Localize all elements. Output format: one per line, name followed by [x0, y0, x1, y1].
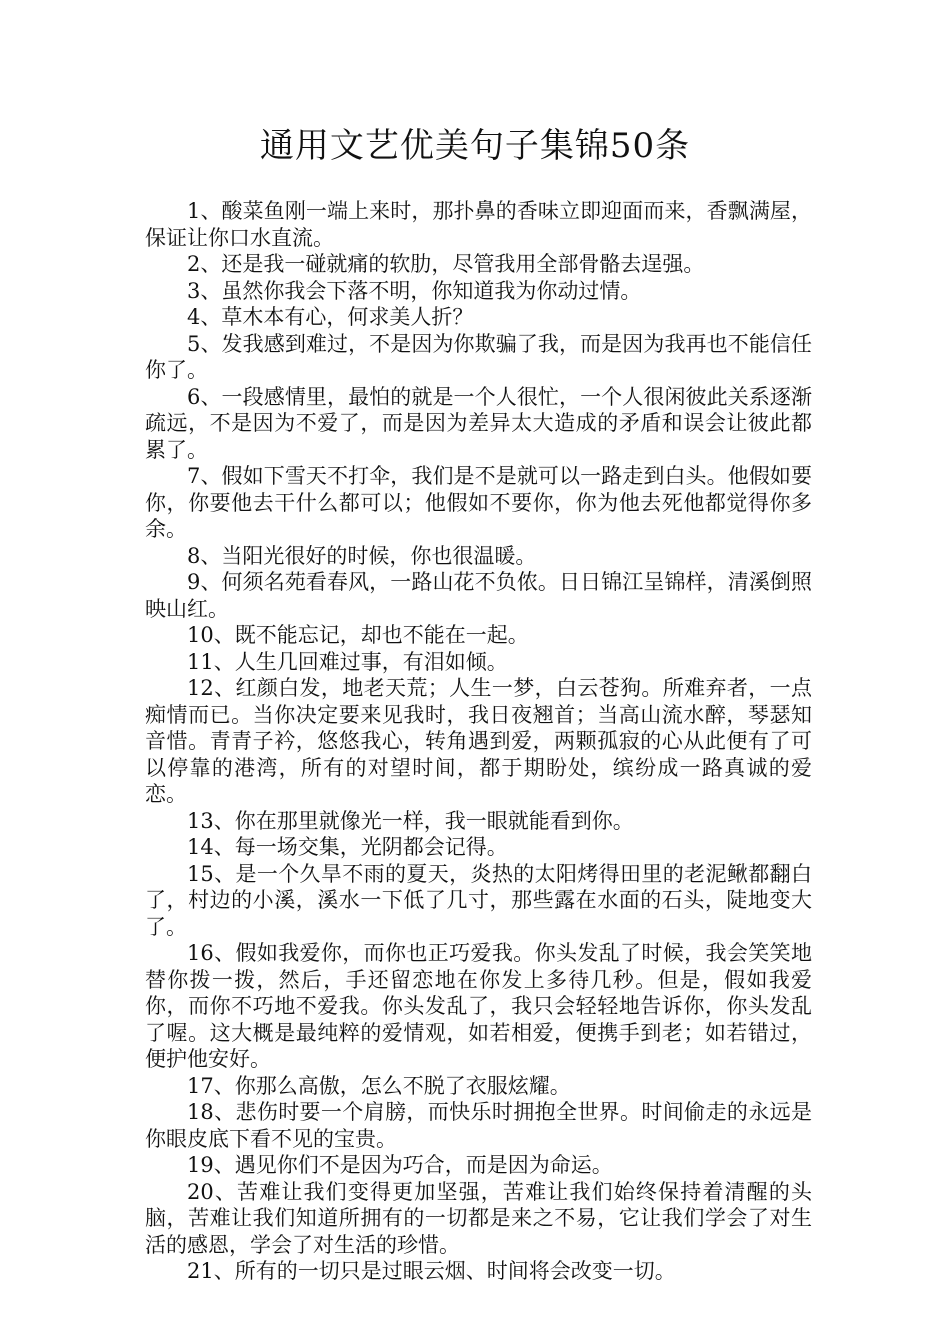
paragraph-5: 5、发我感到难过，不是因为你欺骗了我，而是因为我再也不能信任你了。 [145, 331, 812, 382]
document-body [145, 198, 812, 1285]
paragraph-2: 2、还是我一碰就痛的软肋，尽管我用全部骨骼去逞强。 [187, 252, 705, 276]
paragraph-14: 14、每一场交集，光阴都会记得。 [187, 835, 508, 859]
paragraph-13: 13、你在那里就像光一样，我一眼就能看到你。 [187, 808, 634, 833]
paragraph-11: 11、人生几回难过事，有泪如倾。 [187, 649, 508, 674]
paragraph-16: 16、假如我爱你，而你也正巧爱我。你头发乱了时候，我会笑笑地替你拨一拨，然后，手还留恋地在你发上多待几秒。但是，假如我爱你，而你不巧地不爱我。你头发乱了，我只会轻轻地告诉你，你头发乱了喔。这大概是最纯粹的爱情观，如若相爱，便携手到老；如若错过，便护他安好。 [145, 941, 812, 1071]
paragraph-4: 4、草木本有心，何求美人折？ [187, 305, 474, 329]
paragraph-9: 9、何须名苑看春风，一路山花不负侬。日日锦江呈锦样，清溪倒照映山红。 [145, 570, 812, 621]
paragraph-21: 21、所有的一切只是过眼云烟、时间将会改变一切。 [187, 1259, 676, 1283]
paragraph-18: 18、悲伤时要一个肩膀，而快乐时拥抱全世界。时间偷走的永远是你眼皮底下看不见的宝贵。 [145, 1100, 812, 1151]
page-title: 通用文艺优美句子集锦50条 [259, 126, 691, 166]
paragraph-7: 7、假如下雪天不打伞，我们是不是就可以一路走到白头。他假如要你，你要他去干什么都可以；他假如不要你，你为他去死他都觉得你多余。 [145, 464, 812, 541]
paragraph-15: 15、是一个久旱不雨的夏天，炎热的太阳烤得田里的老泥鳅都翻白了，村边的小溪，溪水一下低了几寸，那些露在水面的石头，陡地变大了。 [145, 861, 812, 939]
paragraph-10: 10、既不能忘记，却也不能在一起。 [187, 623, 529, 647]
paragraph-8: 8、当阳光很好的时候，你也很温暖。 [187, 543, 537, 568]
paragraph-12: 12、红颜白发，地老天荒；人生一梦，白云苍狗。所难弃者，一点痴情而已。当你决定要来见我时，我日夜翘首；当高山流水醉，琴瑟知音惜。青青子衿，悠悠我心，转角遇到爱，两颗孤寂的心从此便有了可以停靠的港湾，所有的对望时间，都于期盼处，缤纷成一路真诚的爱恋。 [145, 676, 812, 806]
paragraph-19: 19、遇见你们不是因为巧合，而是因为命运。 [187, 1153, 613, 1177]
paragraph-1: 1、酸菜鱼刚一端上来时，那扑鼻的香味立即迎面而来，香飘满屋，保证让你口水直流。 [145, 199, 812, 250]
paragraph-6: 6、一段感情里，最怕的就是一个人很忙，一个人很闲彼此关系逐渐疏远，不是因为不爱了，而是因为差异太大造成的矛盾和误会让彼此都累了。 [145, 384, 812, 462]
paragraph-17: 17、你那么高傲，怎么不脱了衣服炫耀。 [187, 1073, 571, 1098]
paragraph-3: 3、虽然你我会下落不明，你知道我为你动过情。 [187, 278, 642, 303]
paragraph-20: 20、苦难让我们变得更加坚强，苦难让我们始终保持着清醒的头脑，苦难让我们知道所拥有的一切都是来之不易，它让我们学会了对生活的感恩，学会了对生活的珍惜。 [145, 1179, 812, 1257]
